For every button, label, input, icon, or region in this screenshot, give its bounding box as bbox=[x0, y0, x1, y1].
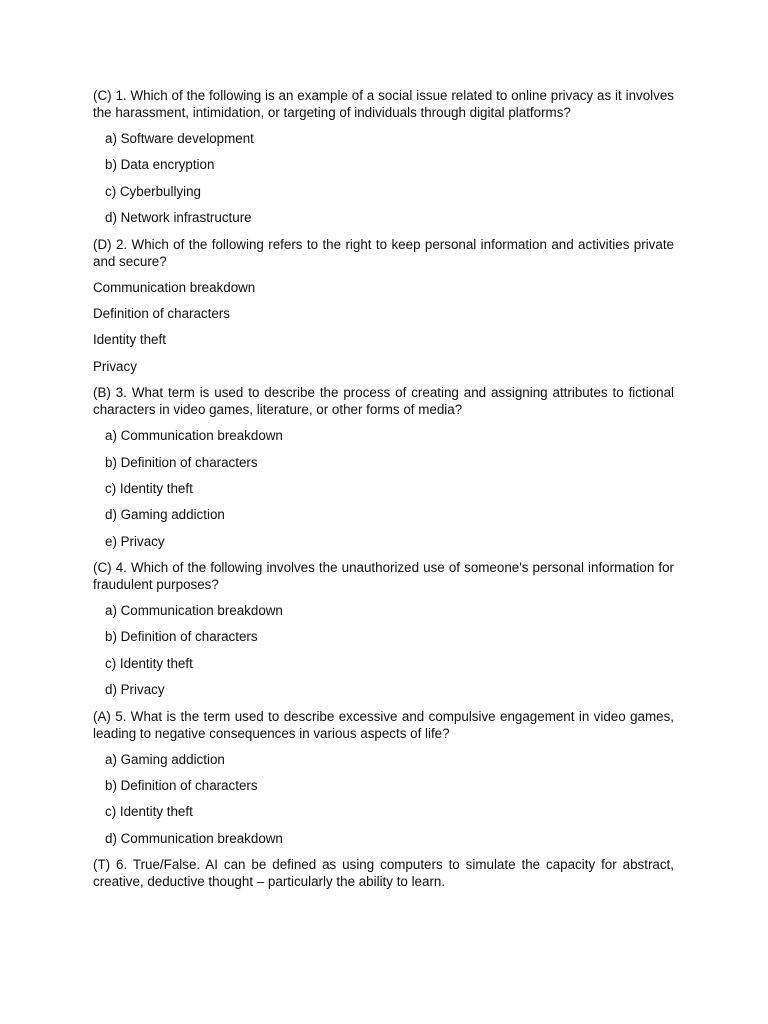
question-text-4: (C) 4. Which of the following involves the unauthorized use of someone's personal information for fraudulent purposes? bbox=[93, 560, 674, 593]
question-3-option-e: e) Privacy bbox=[105, 533, 165, 549]
question-text-6: (T) 6. True/False. AI can be defined as using computers to simulate the capacity for abstract, creative, deductive thought – particularly the ability to learn. bbox=[93, 857, 674, 890]
question-3-option-d: d) Gaming addiction bbox=[105, 507, 225, 523]
question-2-option-3: Identity theft bbox=[93, 332, 166, 348]
question-2-option-2: Definition of characters bbox=[93, 305, 230, 321]
question-1-option-c: c) Cyberbullying bbox=[105, 183, 202, 199]
question-2-option-1: Communication breakdown bbox=[93, 279, 256, 295]
question-4-option-c: c) Identity theft bbox=[105, 655, 193, 671]
question-5-option-b: b) Definition of characters bbox=[105, 778, 258, 794]
question-block-2 bbox=[93, 236, 674, 375]
question-5-option-a: a) Gaming addiction bbox=[105, 751, 225, 767]
question-1-option-d: d) Network infrastructure bbox=[105, 210, 252, 226]
question-block-1 bbox=[93, 87, 674, 226]
question-text-5: (A) 5. What is the term used to describe excessive and compulsive engagement in video games, leading to negative consequences in various aspects of life? bbox=[93, 708, 674, 741]
question-text-1: (C) 1. Which of the following is an example of a social issue related to online privacy as it involves the harassment, intimidation, or targeting of individuals through digital platforms? bbox=[93, 88, 674, 120]
question-3-option-c: c) Identity theft bbox=[105, 480, 193, 496]
question-5-option-d: d) Communication breakdown bbox=[105, 830, 283, 846]
question-block-4 bbox=[93, 559, 674, 698]
question-3-option-a: a) Communication breakdown bbox=[105, 428, 283, 444]
question-1-option-a: a) Software development bbox=[105, 131, 254, 146]
question-4-option-b: b) Definition of characters bbox=[105, 629, 258, 645]
document-page bbox=[93, 87, 674, 899]
question-block-5 bbox=[93, 708, 674, 847]
question-4-option-d: d) Privacy bbox=[105, 682, 165, 698]
question-text-2: (D) 2. Which of the following refers to the right to keep personal information and activities private and secure? bbox=[93, 236, 674, 269]
question-5-option-c: c) Identity theft bbox=[105, 804, 193, 820]
question-block-3 bbox=[93, 384, 674, 550]
question-text-3: (B) 3. What term is used to describe the process of creating and assigning attributes to fictional characters in video games, literature, or other forms of media? bbox=[93, 385, 674, 418]
question-block-6 bbox=[93, 856, 674, 890]
question-4-option-a: a) Communication breakdown bbox=[105, 603, 283, 619]
question-2-option-4: Privacy bbox=[93, 358, 137, 374]
question-3-option-b: b) Definition of characters bbox=[105, 454, 258, 470]
question-1-option-b: b) Data encryption bbox=[105, 157, 215, 173]
